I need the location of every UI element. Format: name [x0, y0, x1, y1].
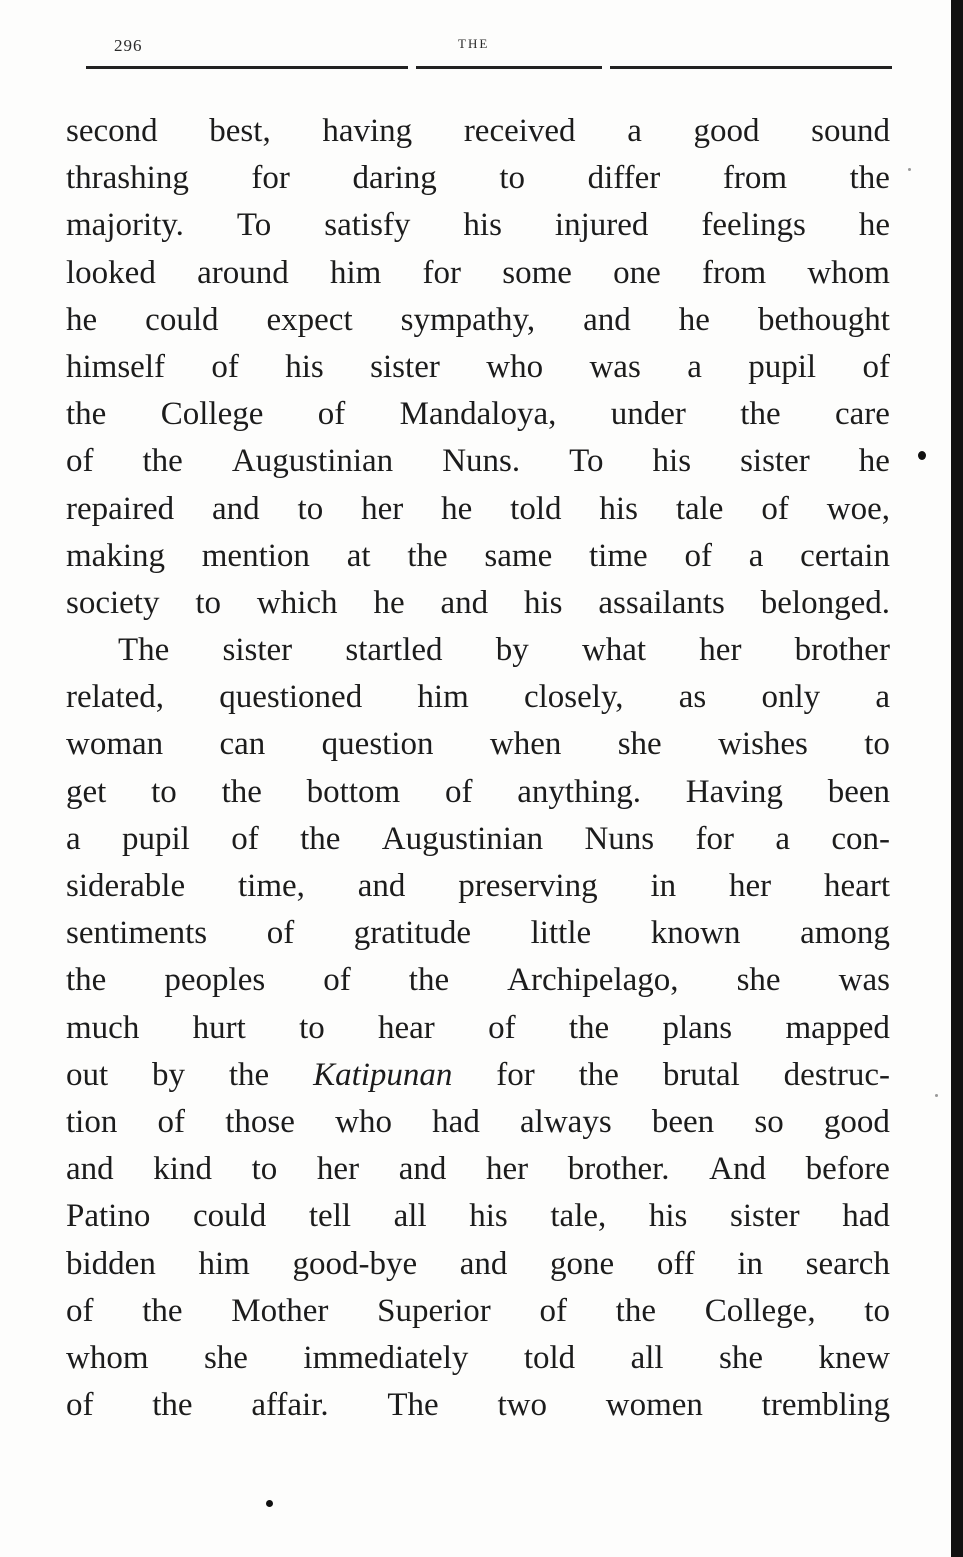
word: and — [398, 1151, 447, 1188]
page-number: 296 — [114, 36, 143, 55]
word: she — [719, 1339, 764, 1376]
word: second — [66, 113, 158, 149]
word: him — [417, 679, 469, 716]
word: told — [510, 490, 562, 527]
word: before — [805, 1151, 890, 1188]
word: time, — [237, 868, 305, 904]
header-rule-middle — [416, 66, 602, 69]
word: good-bye — [292, 1245, 418, 1282]
word: out — [66, 1056, 109, 1093]
word: wishes — [718, 726, 808, 763]
word: plans — [662, 1009, 733, 1046]
word: what — [581, 632, 647, 669]
word: and — [459, 1245, 508, 1282]
word: the — [849, 160, 890, 197]
word: her — [361, 490, 404, 527]
word: her — [699, 632, 742, 669]
word: his — [469, 1198, 508, 1235]
word: of — [231, 820, 259, 857]
word: was — [838, 962, 890, 999]
word: his — [648, 1198, 688, 1235]
word: question — [321, 726, 434, 763]
word: expect — [266, 301, 353, 338]
word: had — [842, 1198, 890, 1235]
word: and — [357, 868, 406, 904]
word: knew — [818, 1339, 890, 1376]
text-line — [66, 1193, 890, 1240]
word: mapped — [785, 1009, 890, 1046]
word: by — [495, 632, 529, 669]
word: having — [322, 113, 413, 149]
running-head-title: THE — [458, 36, 490, 51]
word: Augustinian — [381, 820, 544, 857]
word: kind — [153, 1151, 212, 1188]
word: bidden — [66, 1245, 156, 1282]
word: women — [605, 1387, 703, 1424]
text-line — [66, 1099, 890, 1146]
word: Nuns — [584, 820, 655, 857]
text-line — [66, 1335, 890, 1382]
word: hear — [378, 1009, 435, 1046]
word: the — [740, 396, 781, 433]
word: destruc- — [783, 1056, 890, 1093]
word: a — [775, 820, 790, 857]
word: Patino — [66, 1198, 151, 1235]
word: he — [858, 207, 890, 244]
word: he — [678, 301, 710, 338]
word: the — [221, 773, 262, 810]
word: she — [736, 962, 781, 999]
word: off — [656, 1245, 695, 1282]
word: only — [761, 679, 821, 716]
text-line — [66, 910, 890, 957]
word: tell — [308, 1198, 352, 1235]
word: which — [256, 584, 338, 621]
word: brother. — [567, 1151, 670, 1188]
word: Superior — [377, 1292, 491, 1329]
word: To — [569, 443, 604, 480]
word: his — [463, 207, 502, 244]
word: had — [432, 1103, 480, 1140]
word: Nuns. — [442, 443, 521, 480]
text-line — [66, 863, 890, 910]
word: care — [835, 396, 890, 433]
word: for — [496, 1056, 535, 1093]
word: sister — [222, 632, 293, 669]
text-line — [66, 1005, 890, 1052]
word: in — [737, 1245, 764, 1282]
word: gratitude — [353, 915, 472, 952]
text-line — [66, 957, 890, 1004]
word: known — [650, 915, 741, 952]
word: get — [66, 773, 107, 810]
word: of — [323, 962, 351, 999]
running-head — [86, 28, 892, 76]
word: heart — [824, 868, 890, 904]
word: his — [524, 584, 563, 621]
word: To — [236, 207, 272, 244]
word: been — [827, 773, 890, 810]
word: sister — [370, 348, 440, 385]
word: good — [693, 113, 760, 149]
text-line — [66, 1146, 890, 1193]
word: tale — [675, 490, 724, 527]
word: the — [407, 537, 448, 574]
word: when — [489, 726, 562, 763]
word: sentiments — [66, 915, 208, 952]
word: certain — [800, 537, 890, 574]
word: from — [722, 160, 788, 197]
text-line — [66, 108, 890, 155]
word: who — [486, 348, 544, 385]
text-line — [66, 674, 890, 721]
word: could — [145, 301, 219, 338]
book-spine-edge — [951, 0, 963, 1557]
word: satisfy — [324, 207, 411, 244]
word: been — [651, 1103, 715, 1140]
word: him — [198, 1245, 250, 1282]
text-line — [66, 1288, 890, 1335]
word: around — [197, 254, 289, 291]
word: she — [203, 1339, 248, 1376]
word: sister — [740, 443, 810, 480]
word: related, — [66, 679, 165, 716]
word: best, — [209, 113, 271, 149]
text-line — [66, 533, 890, 580]
word: the — [615, 1292, 656, 1329]
word: his — [285, 348, 324, 385]
word: to — [499, 160, 526, 197]
text-line — [66, 438, 890, 485]
word: a — [687, 348, 702, 385]
word: the — [152, 1387, 193, 1424]
word: con- — [831, 820, 890, 857]
word: majority. — [66, 207, 184, 244]
word: brutal — [662, 1056, 740, 1093]
word: as — [678, 679, 707, 716]
word: of — [157, 1103, 186, 1140]
ink-speck — [266, 1500, 273, 1507]
word: the — [578, 1056, 619, 1093]
word: to — [251, 1151, 278, 1188]
word: the — [66, 396, 107, 433]
word: bottom — [306, 773, 401, 810]
word: a — [627, 113, 642, 149]
word: can — [219, 726, 266, 763]
word: whom — [807, 254, 890, 291]
word: the — [568, 1009, 610, 1046]
word: of — [66, 1292, 94, 1329]
text-line — [66, 1382, 890, 1429]
word: was — [589, 348, 641, 385]
word: time — [589, 537, 648, 574]
word: questioned — [219, 679, 363, 716]
word: her — [486, 1151, 529, 1188]
word: two — [497, 1387, 547, 1424]
word: preserving — [458, 868, 598, 904]
word: College, — [704, 1292, 816, 1329]
word: her — [729, 868, 772, 904]
text-line — [66, 769, 890, 816]
word: startled — [345, 632, 443, 669]
word: of — [488, 1009, 516, 1046]
word: for — [251, 160, 290, 197]
word: making — [66, 537, 165, 574]
word: tion — [66, 1103, 118, 1140]
ink-speck — [908, 168, 911, 171]
word: And — [709, 1151, 766, 1188]
word: whom — [66, 1339, 149, 1376]
word: search — [805, 1245, 890, 1282]
word: among — [800, 915, 890, 952]
word: and — [440, 584, 489, 621]
word: of — [211, 348, 239, 385]
text-line — [66, 297, 890, 344]
word: to — [299, 1009, 325, 1046]
word: society — [66, 584, 160, 621]
word: to — [151, 773, 177, 810]
word: the — [408, 962, 450, 999]
word: he — [66, 301, 98, 338]
word: sympathy, — [400, 301, 536, 338]
word: woman — [66, 726, 164, 763]
text-line — [66, 1241, 890, 1288]
word: to — [195, 584, 222, 621]
word: one — [613, 254, 661, 291]
word: under — [610, 396, 686, 433]
word: of — [761, 490, 789, 527]
word: a — [875, 679, 890, 716]
word: injured — [554, 207, 649, 244]
text-line — [66, 486, 890, 533]
word: differ — [587, 160, 661, 197]
word: for — [695, 820, 734, 857]
word: assailants — [598, 584, 725, 621]
text-line — [66, 580, 890, 627]
word: himself — [66, 348, 165, 385]
word: sound — [811, 113, 890, 149]
word: tale, — [550, 1198, 607, 1235]
word: mention — [201, 537, 310, 574]
word: affair. — [251, 1387, 329, 1424]
word: the — [300, 820, 341, 857]
word: always — [520, 1103, 612, 1140]
word: brother — [794, 632, 890, 669]
word: her — [316, 1151, 360, 1188]
word: of — [684, 537, 712, 574]
word: feelings — [701, 207, 806, 244]
word: daring — [352, 160, 437, 197]
text-line — [66, 344, 890, 391]
word: by — [152, 1056, 186, 1093]
word: College — [160, 396, 264, 433]
word: all — [393, 1198, 427, 1235]
body-text — [66, 108, 890, 1429]
word: woe, — [826, 490, 890, 527]
word: thrashing — [66, 160, 189, 197]
word: those — [225, 1103, 295, 1140]
word: and — [211, 490, 260, 527]
word: Mandaloya, — [399, 396, 557, 433]
word: he — [373, 584, 405, 621]
word: Augustinian — [231, 443, 394, 480]
word: received — [463, 113, 576, 149]
word: much — [66, 1009, 140, 1046]
word: from — [702, 254, 767, 291]
word: a — [66, 820, 81, 857]
word: of — [66, 443, 94, 480]
text-line — [66, 721, 890, 768]
word: told — [523, 1339, 576, 1376]
word: pupil — [748, 348, 817, 385]
word: good — [823, 1103, 890, 1140]
word: gone — [550, 1245, 615, 1282]
word: little — [530, 915, 592, 952]
word: The — [118, 632, 170, 669]
word: at — [346, 537, 371, 574]
word: The — [387, 1387, 439, 1424]
word: of — [862, 348, 890, 385]
word: repaired — [66, 490, 175, 527]
word: to — [864, 1292, 890, 1329]
word: him — [329, 254, 382, 291]
word: peoples — [164, 962, 266, 999]
word: Having — [685, 773, 783, 810]
word: the — [142, 443, 183, 480]
word: Katipunan — [313, 1056, 453, 1093]
word: of — [444, 773, 473, 810]
word: of — [539, 1292, 567, 1329]
text-line — [66, 250, 890, 297]
word: in — [650, 868, 677, 904]
word: Mother — [231, 1292, 329, 1329]
word: Archipelago, — [507, 962, 679, 999]
word: immediately — [303, 1339, 469, 1376]
ink-speck — [935, 1094, 938, 1097]
word: trembling — [761, 1387, 890, 1424]
text-line — [66, 1052, 890, 1099]
word: siderable — [66, 868, 186, 904]
word: the — [228, 1056, 270, 1093]
word: the — [66, 962, 107, 999]
word: looked — [66, 254, 156, 291]
word: could — [192, 1198, 267, 1235]
word: he — [441, 490, 473, 527]
word: his — [652, 443, 692, 480]
word: some — [502, 254, 572, 291]
word: hurt — [192, 1009, 246, 1046]
word: same — [484, 537, 553, 574]
word: all — [630, 1339, 664, 1376]
word: sister — [730, 1198, 800, 1235]
word: belonged. — [760, 584, 890, 621]
word: anything. — [517, 773, 641, 810]
header-rule-right — [610, 66, 892, 69]
word: he — [858, 443, 890, 480]
word: to — [297, 490, 324, 527]
header-rule-left — [86, 66, 408, 69]
word: so — [754, 1103, 784, 1140]
text-line — [66, 202, 890, 249]
word: who — [335, 1103, 392, 1140]
word: of — [66, 1387, 94, 1424]
word: closely, — [523, 679, 624, 716]
word: and — [66, 1151, 114, 1188]
word: of — [266, 915, 295, 952]
text-line — [66, 155, 890, 202]
word: for — [422, 254, 461, 291]
word: his — [599, 490, 638, 527]
text-line — [66, 816, 890, 863]
ink-speck — [918, 451, 926, 460]
word: bethought — [757, 301, 890, 338]
text-line — [66, 391, 890, 438]
word: of — [317, 396, 346, 433]
text-line — [66, 627, 890, 674]
word: and — [583, 301, 631, 338]
word: pupil — [122, 820, 190, 857]
word: to — [864, 726, 890, 763]
word: she — [617, 726, 662, 763]
word: the — [142, 1292, 183, 1329]
word: a — [748, 537, 764, 574]
